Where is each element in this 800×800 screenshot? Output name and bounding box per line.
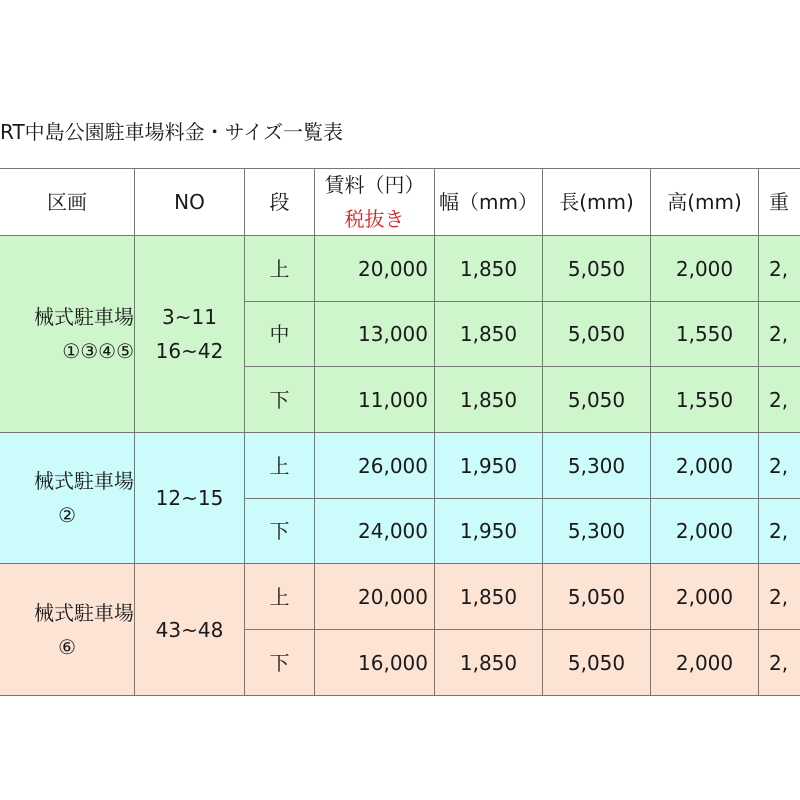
fee-cell: 26,000 — [315, 433, 435, 499]
height-cell: 1,550 — [651, 367, 759, 433]
header-fee-label: 賃料（円） — [324, 173, 425, 197]
length-cell: 5,300 — [543, 433, 651, 499]
space-no: 16~42 — [155, 339, 224, 363]
length-cell: 5,050 — [543, 302, 651, 367]
header-height: 高(mm) — [651, 168, 759, 236]
length-cell: 5,050 — [543, 236, 651, 302]
fee-cell: 13,000 — [315, 302, 435, 367]
width-cell: 1,950 — [435, 499, 543, 564]
lot-name: 械式駐車場 — [34, 305, 134, 329]
lot-name-cell — [0, 564, 135, 696]
header-section: 区画 — [0, 168, 135, 236]
level-cell: 上 — [245, 564, 315, 630]
length-cell: 5,050 — [543, 367, 651, 433]
weight-cell: 2, — [759, 236, 800, 302]
level-cell: 中 — [245, 302, 315, 367]
length-cell: 5,050 — [543, 564, 651, 630]
level-cell: 上 — [245, 433, 315, 499]
width-cell: 1,850 — [435, 630, 543, 696]
fee-cell: 20,000 — [315, 564, 435, 630]
length-cell: 5,050 — [543, 630, 651, 696]
height-cell: 2,000 — [651, 499, 759, 564]
height-cell: 1,550 — [651, 302, 759, 367]
weight-cell: 2, — [759, 433, 800, 499]
width-cell: 1,850 — [435, 367, 543, 433]
weight-cell: 2, — [759, 630, 800, 696]
fee-cell: 24,000 — [315, 499, 435, 564]
page-title: RT中島公園駐車場料金・サイズ一覧表 — [0, 120, 344, 144]
header-width: 幅（mm） — [435, 168, 543, 236]
weight-cell: 2, — [759, 302, 800, 367]
space-no-cell — [135, 236, 245, 433]
level-cell: 下 — [245, 630, 315, 696]
weight-cell: 2, — [759, 564, 800, 630]
space-no: 3~11 — [162, 305, 217, 329]
lot-name-cell — [0, 236, 135, 433]
header-weight: 重 — [759, 168, 800, 236]
width-cell: 1,850 — [435, 564, 543, 630]
space-no-cell: 12~15 — [135, 433, 245, 564]
level-cell: 下 — [245, 499, 315, 564]
height-cell: 2,000 — [651, 630, 759, 696]
header-fee-tax-note: 税抜き — [344, 207, 405, 231]
width-cell: 1,850 — [435, 302, 543, 367]
space-no-cell: 43~48 — [135, 564, 245, 696]
header-no: NO — [135, 168, 245, 236]
lot-name: 械式駐車場 — [34, 469, 134, 493]
width-cell: 1,950 — [435, 433, 543, 499]
header-fee — [315, 168, 435, 236]
header-level: 段 — [245, 168, 315, 236]
lot-name: 械式駐車場 — [34, 600, 134, 625]
fee-cell: 11,000 — [315, 367, 435, 433]
fee-cell: 16,000 — [315, 630, 435, 696]
lot-numbers: ② — [58, 503, 76, 527]
height-cell: 2,000 — [651, 236, 759, 302]
width-cell: 1,850 — [435, 236, 543, 302]
height-cell: 2,000 — [651, 564, 759, 630]
lot-name-cell — [0, 433, 135, 564]
level-cell: 上 — [245, 236, 315, 302]
weight-cell: 2, — [759, 499, 800, 564]
length-cell: 5,300 — [543, 499, 651, 564]
weight-cell: 2, — [759, 367, 800, 433]
fee-size-table — [0, 168, 800, 696]
lot-numbers: ①③④⑤ — [62, 339, 134, 363]
header-length: 長(mm) — [543, 168, 651, 236]
fee-cell: 20,000 — [315, 236, 435, 302]
lot-numbers: ⑥ — [58, 634, 76, 659]
level-cell: 下 — [245, 367, 315, 433]
height-cell: 2,000 — [651, 433, 759, 499]
